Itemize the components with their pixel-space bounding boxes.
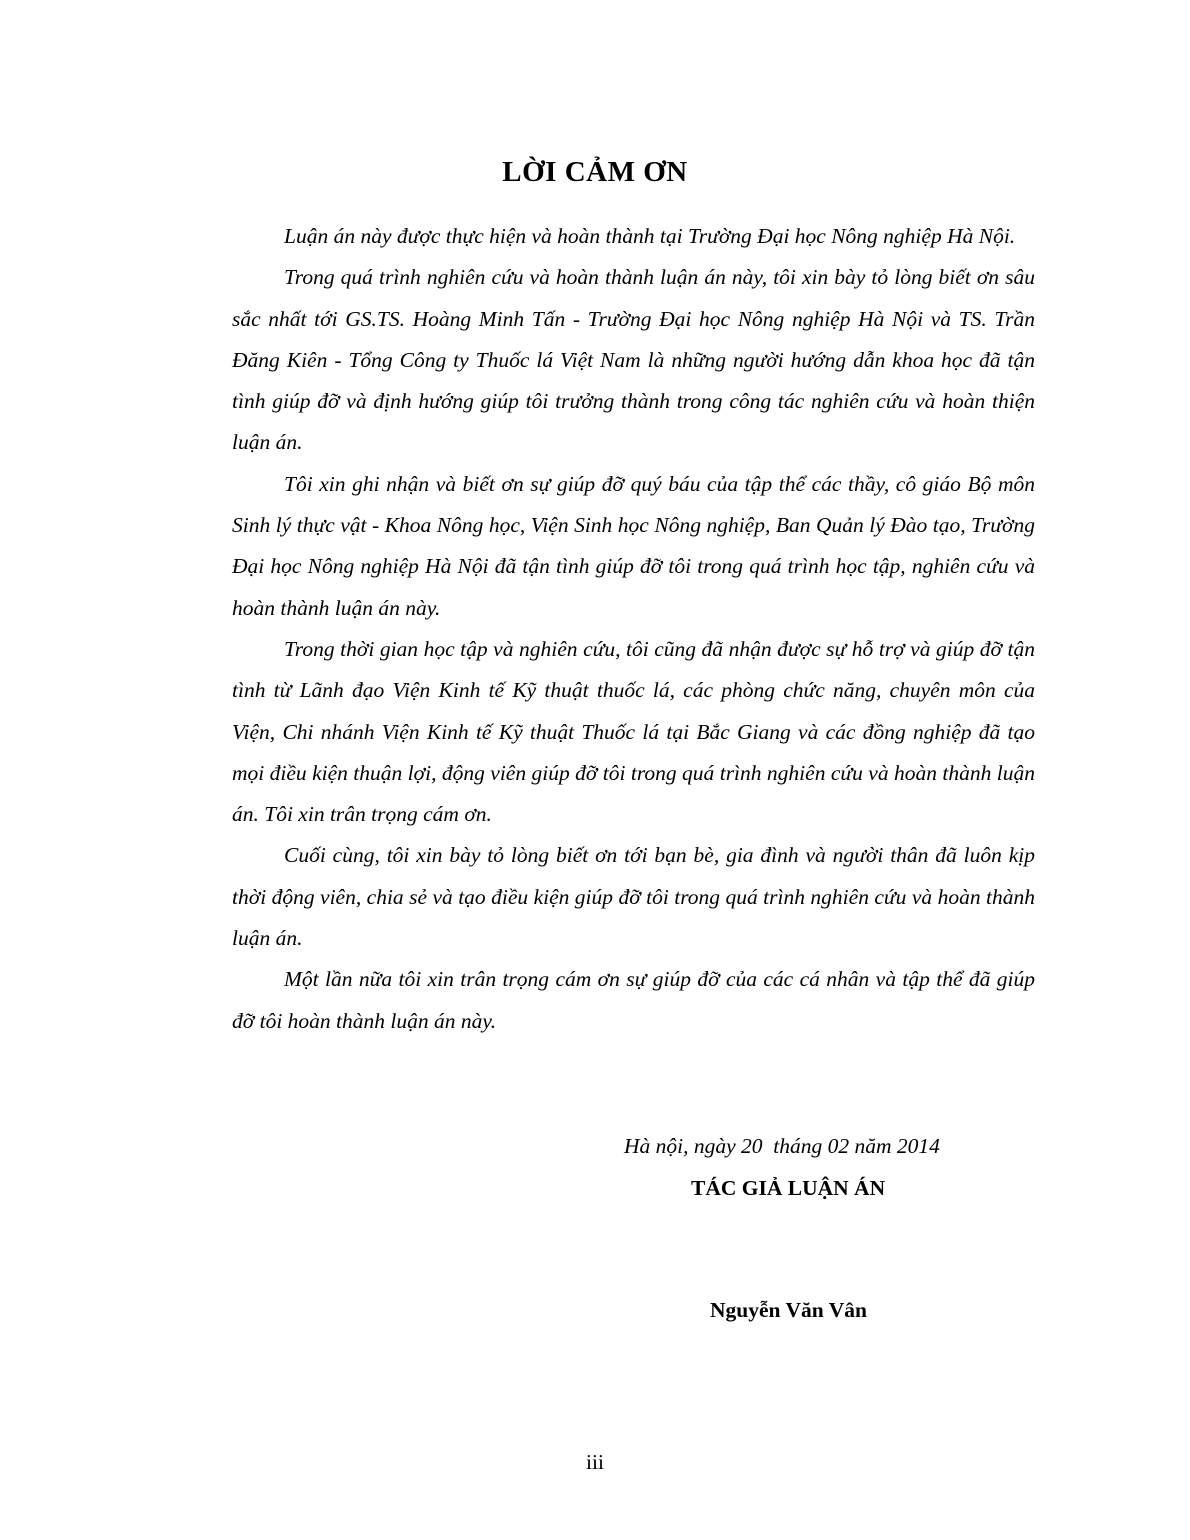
author-title: TÁC GIẢ LUẬN ÁN xyxy=(691,1176,886,1200)
paragraph-3: Tôi xin ghi nhận và biết ơn sự giúp đỡ quý báu của tập thể các thầy, cô giáo Bộ môn Sinh lý thực vật - Khoa Nông học, Viện Sinh học Nông nghiệp, Ban Quản lý Đào tạo, Trường Đại học Nông nghiệp Hà Nội đã tận tình giúp đỡ tôi trong quá trình học tập, nghiên cứu và hoàn thành luận án này. xyxy=(232,471,1035,620)
acknowledgement-body xyxy=(232,216,1035,1042)
paragraph-1: Luận án này được thực hiện và hoàn thành tại Trường Đại học Nông nghiệp Hà Nội. xyxy=(284,224,1016,248)
author-name: Nguyễn Văn Vân xyxy=(710,1298,867,1322)
page-title: LỜI CẢM ƠN xyxy=(502,156,688,188)
paragraph-5: Cuối cùng, tôi xin bày tỏ lòng biết ơn tới bạn bè, gia đình và người thân đã luôn kịp thời động viên, chia sẻ và tạo điều kiện giúp đỡ tôi trong quá trình nghiên cứu và hoàn thành luận án. xyxy=(232,843,1035,951)
paragraph-4: Trong thời gian học tập và nghiên cứu, tôi cũng đã nhận được sự hỗ trợ và giúp đỡ tận tình từ Lãnh đạo Viện Kinh tế Kỹ thuật thuốc lá, các phòng chức năng, chuyên môn của Viện, Chi nhánh Viện Kinh tế Kỹ thuật Thuốc lá tại Bắc Giang và các đồng nghiệp đã tạo mọi điều kiện thuận lợi, động viên giúp đỡ tôi trong quá trình nghiên cứu và hoàn thành luận án. Tôi xin trân trọng cám ơn. xyxy=(232,636,1035,827)
date-line: Hà nội, ngày 20 tháng 02 năm 2014 xyxy=(624,1134,940,1158)
page-number: iii xyxy=(586,1450,604,1474)
paragraph-2: Trong quá trình nghiên cứu và hoàn thành luận án này, tôi xin bày tỏ lòng biết ơn sâu sắc nhất tới GS.TS. Hoàng Minh Tấn - Trường Đại học Nông nghiệp Hà Nội và TS. Trần Đăng Kiên - Tổng Công ty Thuốc lá Việt Nam là những người hướng dẫn khoa học đã tận tình giúp đỡ và định hướng giúp tôi trưởng thành trong công tác nghiên cứu và hoàn thiện luận án. xyxy=(232,265,1035,455)
paragraph-6: Một lần nữa tôi xin trân trọng cám ơn sự giúp đỡ của các cá nhân và tập thể đã giúp đỡ tôi hoàn thành luận án này. xyxy=(232,967,1035,1033)
